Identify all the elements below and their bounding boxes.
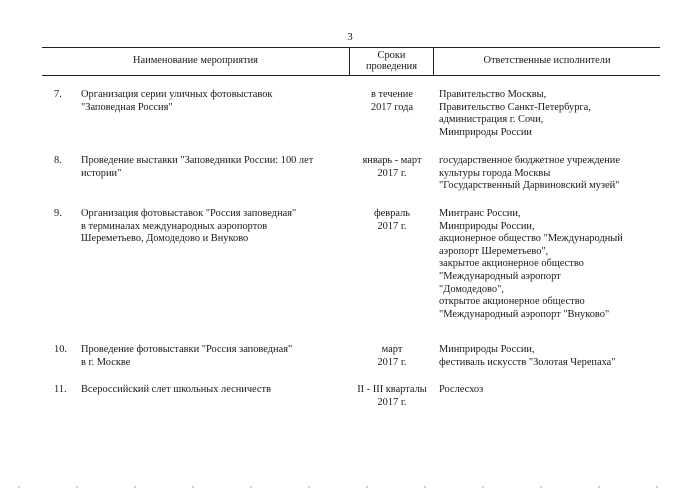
header-line: проведения xyxy=(365,61,418,72)
header-line: Сроки xyxy=(377,49,406,61)
text-line: Минприроды России, xyxy=(439,220,535,232)
text-line: Правительство Санкт-Петербурга, xyxy=(439,101,591,113)
event-term xyxy=(352,89,432,114)
text-line: 2017 года xyxy=(370,101,414,113)
page-number: 3 xyxy=(347,31,353,43)
text-line: Организация фотовыставок "Россия заповедная" xyxy=(81,208,297,219)
event-responsible xyxy=(439,89,664,139)
column-header-name-label: Наименование мероприятия xyxy=(133,55,258,67)
row-number: 9. xyxy=(54,208,62,219)
text-line: "Государственный Дарвиновский музей" xyxy=(439,180,620,192)
text-line: в г. Москве xyxy=(81,356,131,368)
text-line: "Домодедово", xyxy=(439,283,504,295)
text-line: в терминалах международных аэропортов xyxy=(81,220,268,232)
text-line: Проведение выставки "Заповедники России: 100 лет xyxy=(81,155,314,166)
row-number: 10. xyxy=(54,344,67,355)
text-line: фестиваль искусств "Золотая Черепаха" xyxy=(439,356,616,368)
text-line: 2017 г. xyxy=(377,167,407,179)
text-line: аэропорт Шереметьево", xyxy=(439,245,549,257)
scan-artifact-dots xyxy=(18,486,682,488)
text-line: открытое акционерное общество xyxy=(439,296,585,308)
text-line: 2017 г. xyxy=(377,356,407,368)
text-line: Проведение фотовыставки "Россия заповедная" xyxy=(81,344,293,355)
text-line: Шереметьево, Домодедово и Внуково xyxy=(81,233,249,245)
column-header-responsible xyxy=(434,47,660,75)
event-name xyxy=(81,384,346,397)
text-line: культуры города Москвы xyxy=(439,167,551,179)
text-line: Рослесхоз xyxy=(439,384,484,395)
text-line: закрытое акционерное общество xyxy=(439,258,584,270)
event-responsible xyxy=(439,384,664,397)
event-responsible xyxy=(439,155,664,193)
event-term xyxy=(352,155,432,180)
text-line: акционерное общество "Международный xyxy=(439,233,623,245)
column-header-term-label xyxy=(366,50,417,73)
text-line: 2017 г. xyxy=(377,220,407,232)
column-header-responsible-label: Ответственные исполнители xyxy=(483,55,611,67)
text-line: Минприроды России xyxy=(439,126,532,138)
text-line: Правительство Москвы, xyxy=(439,89,547,100)
text-line: Организация серии уличных фотовыставок xyxy=(81,89,273,100)
text-line: февраль xyxy=(373,208,411,219)
event-responsible xyxy=(439,208,664,321)
event-name xyxy=(81,208,346,246)
event-term xyxy=(352,208,432,233)
text-line: январь - март xyxy=(362,155,422,166)
row-number: 8. xyxy=(54,155,62,166)
event-term xyxy=(352,384,432,409)
text-line: истории" xyxy=(81,167,122,179)
text-line: Минприроды России, xyxy=(439,344,535,355)
event-name xyxy=(81,344,346,369)
text-line: администрация г. Сочи, xyxy=(439,114,544,126)
text-line: "Заповедная Россия" xyxy=(81,101,173,113)
row-number: 7. xyxy=(54,89,62,100)
text-line: в течение xyxy=(371,89,413,100)
column-header-name xyxy=(42,47,349,75)
text-line: 2017 г. xyxy=(377,396,407,408)
text-line: государственное бюджетное учреждение xyxy=(439,155,620,166)
text-line: II - III кварталы xyxy=(357,384,427,395)
event-name xyxy=(81,155,346,180)
event-responsible xyxy=(439,344,664,369)
row-number: 11. xyxy=(54,384,67,395)
text-line: март xyxy=(381,344,403,355)
text-line: Минтранс России, xyxy=(439,208,521,219)
table-header-bottom-rule xyxy=(42,75,660,76)
event-name xyxy=(81,89,346,114)
column-header-term xyxy=(350,47,433,75)
text-line: "Международный аэропорт xyxy=(439,270,561,282)
text-line: "Международный аэропорт "Внуково" xyxy=(439,308,610,320)
event-term xyxy=(352,344,432,369)
text-line: Всероссийский слет школьных лесничеств xyxy=(81,384,271,395)
